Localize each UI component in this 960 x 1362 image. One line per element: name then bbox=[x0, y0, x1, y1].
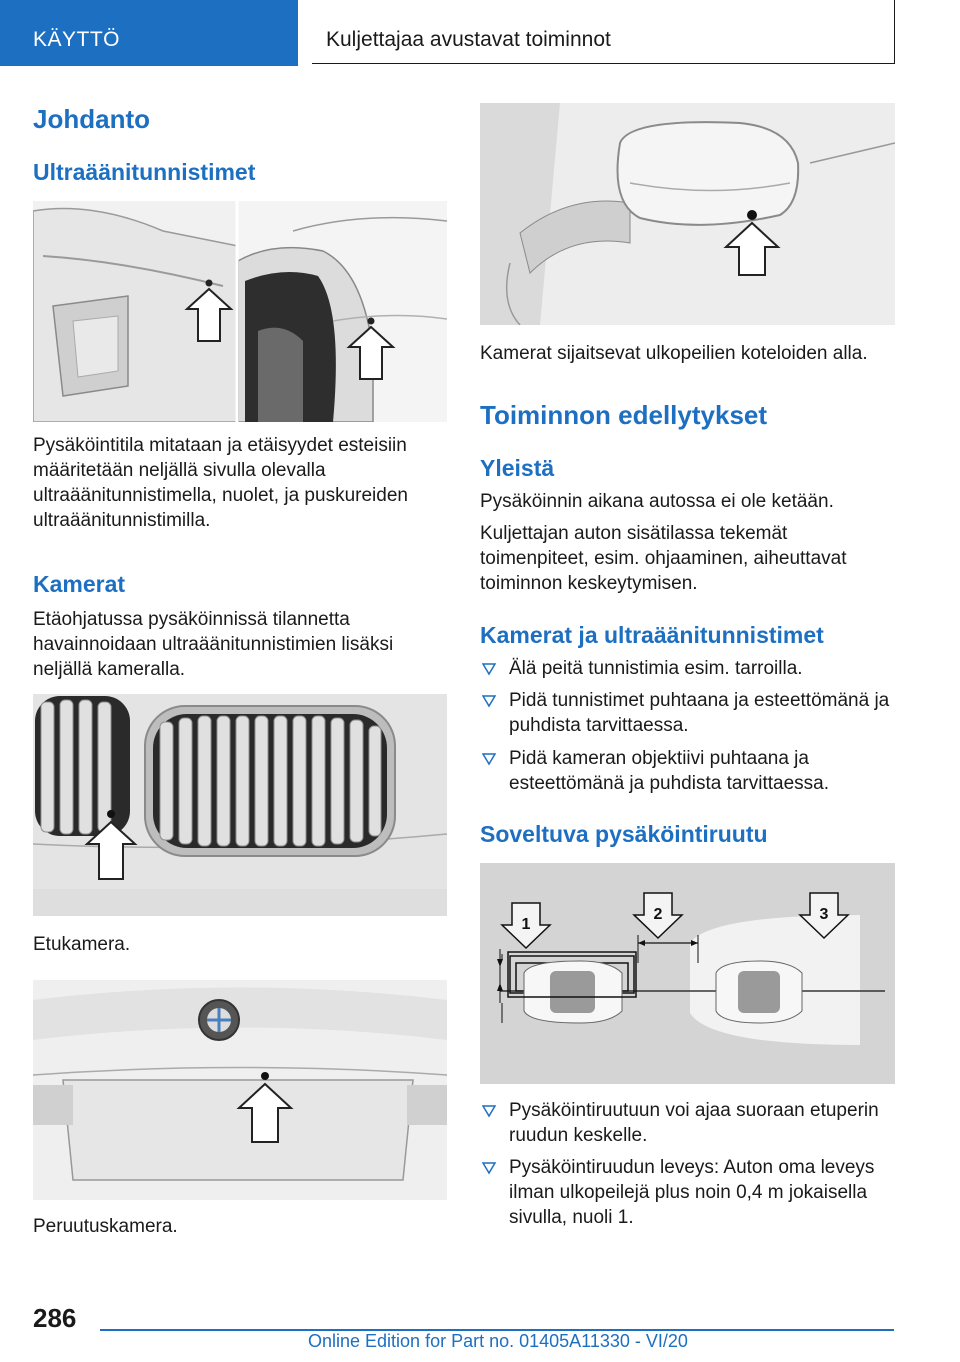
general-text-1: Pysäköinnin aikana autossa ei ole ketään. bbox=[480, 491, 834, 512]
diagram-label-2: 2 bbox=[653, 906, 663, 923]
sensor-figure bbox=[33, 201, 447, 422]
parking-space-diagram bbox=[480, 863, 895, 1084]
page-number: 286 bbox=[33, 1303, 77, 1333]
cameras-text: Etäohjatussa pysäköinnissä tilannetta havainnoidaan ultraäänitunnistimien lisäksi neljällä kameralla. bbox=[33, 609, 394, 680]
triangle-bullet-icon bbox=[482, 1161, 496, 1175]
triangle-bullet-icon bbox=[482, 1104, 496, 1118]
diagram-label-1: 1 bbox=[521, 916, 531, 933]
triangle-bullet-icon bbox=[482, 662, 496, 676]
heading-general: Yleistä bbox=[480, 455, 555, 481]
sensors-text: Pysäköintitila mitataan ja etäisyydet esteisiin määritetään neljällä sivulla olevalla ultraäänitunnistimella, nuolet, ja puskureiden ultraäänitunnistimilla. bbox=[33, 435, 408, 531]
mirror-camera-figure bbox=[480, 103, 895, 325]
chapter-header bbox=[312, 0, 895, 64]
heading-sensors: Ultraäänitunnistimet bbox=[33, 159, 256, 185]
triangle-bullet-icon bbox=[482, 694, 496, 708]
heading-cam-sensors: Kamerat ja ultraäänitunnistimet bbox=[480, 622, 824, 648]
bullet-text: Pysäköintiruudun leveys: Auton oma leveys ilman ulkopeilejä plus noin 0,4 m jokaisella sivulla, nuoli 1. bbox=[509, 1157, 875, 1228]
general-text-2: Kuljettajan auton sisätilassa tekemät toimenpiteet, esim. ohjaaminen, aiheuttavat toiminnon keskeytymisen. bbox=[480, 523, 847, 594]
heading-space: Soveltuva pysäköintiruutu bbox=[480, 821, 768, 847]
heading-requirements: Toiminnon edellytykset bbox=[480, 400, 768, 430]
bullet-text: Älä peitä tunnistimia esim. tarroilla. bbox=[509, 658, 803, 679]
chapter-title: Kuljettajaa avustavat toiminnot bbox=[326, 28, 611, 51]
section-tab bbox=[0, 0, 298, 66]
heading-cameras: Kamerat bbox=[33, 571, 126, 597]
bullet-text: Pidä tunnistimet puhtaana ja esteettömänä ja puhdista tarvittaessa. bbox=[509, 690, 890, 736]
bullet-text: Pidä kameran objektiivi puhtaana ja esteettömänä ja puhdista tarvittaessa. bbox=[509, 748, 830, 794]
front-camera-figure bbox=[33, 694, 447, 916]
rear-camera-caption: Peruutuskamera. bbox=[33, 1216, 178, 1237]
front-camera-caption: Etukamera. bbox=[33, 934, 131, 955]
rear-camera-figure bbox=[33, 980, 447, 1200]
bullet-text: Pysäköintiruutuun voi ajaa suoraan etuperin ruudun keskelle. bbox=[509, 1100, 879, 1146]
section-label: KÄYTTÖ bbox=[33, 28, 121, 51]
triangle-bullet-icon bbox=[482, 752, 496, 766]
edition-label: Online Edition for Part no. 01405A11330 - VI/20 bbox=[308, 1331, 688, 1351]
diagram-label-3: 3 bbox=[819, 906, 829, 923]
heading-intro: Johdanto bbox=[33, 104, 150, 134]
mirror-caption: Kamerat sijaitsevat ulkopeilien koteloiden alla. bbox=[480, 343, 868, 364]
